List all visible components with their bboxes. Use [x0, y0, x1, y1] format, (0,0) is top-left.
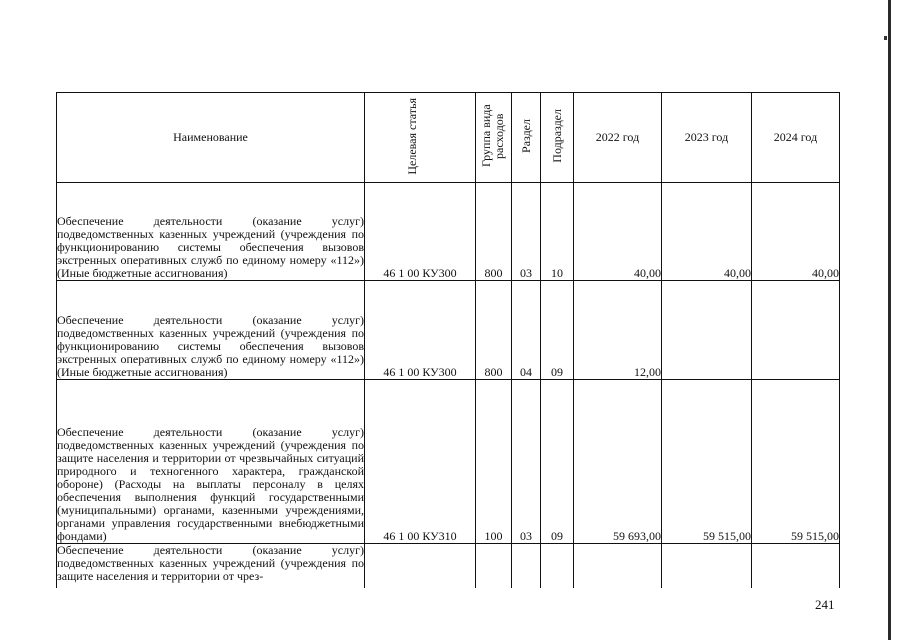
- row-expense-group: 800: [476, 281, 512, 380]
- table-row: [57, 380, 840, 544]
- row-amount-2024: [752, 544, 840, 589]
- header-row: [57, 93, 840, 183]
- row-amount-2022: [574, 544, 662, 589]
- page-number: 241: [815, 597, 835, 612]
- row-name: Обеспечение деятельности (оказание услуг) подведомственных казенных учреждений (учреждения по функционированию системы обеспечения вызовов экстренных оперативных служб по единому номеру «112») (Иные бюджетные ассигнования): [57, 281, 365, 380]
- row-target-article: 46 1 00 КУ300: [365, 281, 476, 380]
- row-amount-2024: 59 515,00: [752, 380, 840, 544]
- row-subsection: 09: [541, 380, 574, 544]
- budget-table: [56, 92, 840, 588]
- table-row: [57, 544, 840, 589]
- row-expense-group: [476, 544, 512, 589]
- row-subsection: 09: [541, 281, 574, 380]
- row-name: Обеспечение деятельности (оказание услуг) подведомственных казенных учреждений (учреждения по защите населения и территории от чрез-: [57, 544, 365, 589]
- scan-speck: [884, 36, 887, 40]
- row-expense-group: 100: [476, 380, 512, 544]
- row-subsection: [541, 544, 574, 589]
- scan-border: [888, 0, 891, 640]
- table-row: [57, 281, 840, 380]
- header-2022: 2022 год: [574, 93, 662, 183]
- row-amount-2023: 59 515,00: [662, 380, 752, 544]
- header-expense-group: Группа вида расходов: [476, 93, 512, 183]
- header-target-article: Целевая статья: [365, 93, 476, 183]
- row-amount-2024: [752, 281, 840, 380]
- row-section: 03: [512, 380, 541, 544]
- row-amount-2023: 40,00: [662, 183, 752, 281]
- row-target-article: [365, 544, 476, 589]
- row-amount-2022: 59 693,00: [574, 380, 662, 544]
- row-subsection: 10: [541, 183, 574, 281]
- row-amount-2023: [662, 544, 752, 589]
- row-section: 03: [512, 183, 541, 281]
- header-name: Наименование: [57, 93, 365, 183]
- row-amount-2023: [662, 281, 752, 380]
- row-amount-2022: 40,00: [574, 183, 662, 281]
- header-2024: 2024 год: [752, 93, 840, 183]
- row-amount-2024: 40,00: [752, 183, 840, 281]
- row-target-article: 46 1 00 КУ300: [365, 183, 476, 281]
- header-2023: 2023 год: [662, 93, 752, 183]
- row-section: [512, 544, 541, 589]
- row-target-article: 46 1 00 КУ310: [365, 380, 476, 544]
- row-name: Обеспечение деятельности (оказание услуг) подведомственных казенных учреждений (учреждения по защите населения и территории от чрезвычайных ситуаций природного и техногенного характера, гражданской обороне) (Расходы на выплаты персоналу в целях обеспечения выполнения функций государственными (муниципальными) органами, казенными учреждениями, органами управления государственными внебюджетными фондами): [57, 380, 365, 544]
- row-amount-2022: 12,00: [574, 281, 662, 380]
- row-section: 04: [512, 281, 541, 380]
- header-section: Раздел: [512, 93, 541, 183]
- row-expense-group: 800: [476, 183, 512, 281]
- header-subsection: Подраздел: [541, 93, 574, 183]
- row-name: Обеспечение деятельности (оказание услуг) подведомственных казенных учреждений (учреждения по функционированию системы обеспечения вызовов экстренных оперативных служб по единому номеру «112») (Иные бюджетные ассигнования): [57, 183, 365, 281]
- table-row: [57, 183, 840, 281]
